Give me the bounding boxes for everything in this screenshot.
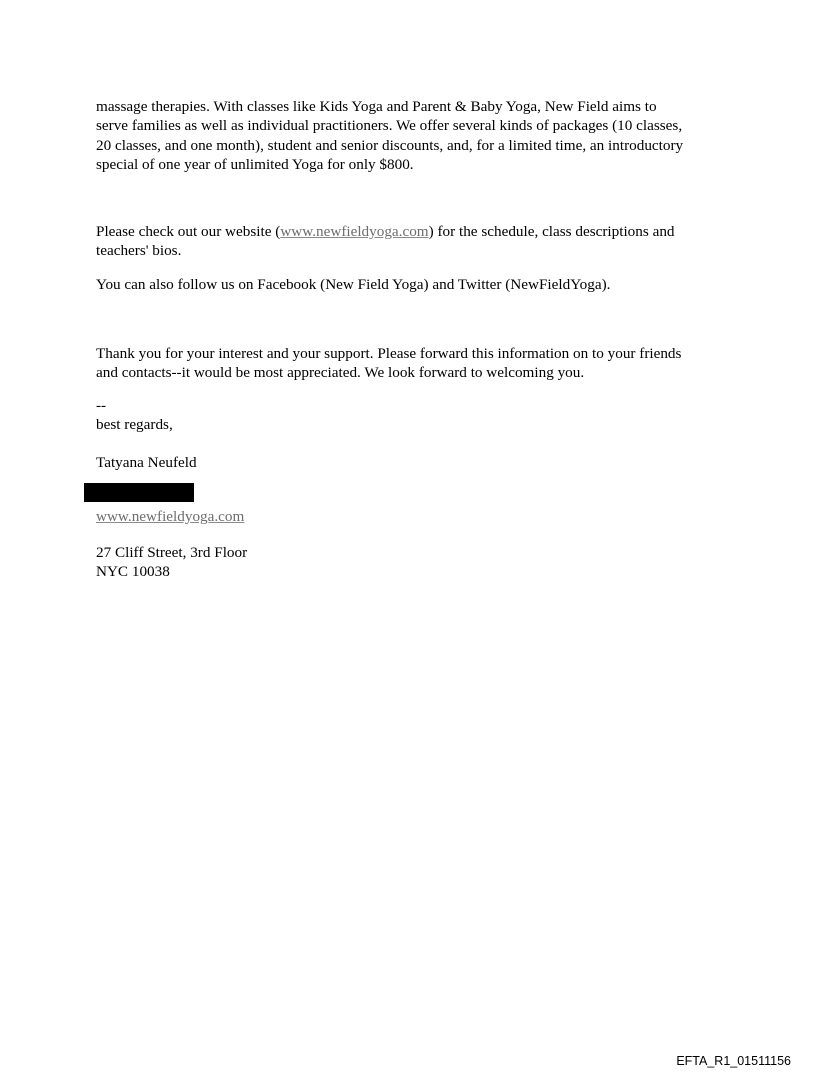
website-text-before: Please check out our website ( [96, 223, 281, 240]
signature-website-link[interactable]: www.newfieldyoga.com [96, 508, 245, 525]
closing-text: best regards, [96, 416, 173, 434]
intro-line: serve families as well as individual practitioners. We offer several kinds of packages (10 classes, [96, 117, 683, 135]
document-id: EFTA_R1_01511156 [676, 1054, 791, 1068]
thanks-line: and contacts--it would be most appreciated. We look forward to welcoming you. [96, 364, 585, 382]
thanks-paragraph [96, 344, 716, 383]
website-text-after: ) for the schedule, class descriptions and [428, 223, 675, 240]
intro-line: massage therapies. With classes like Kids Yoga and Parent & Baby Yoga, New Field aims to [96, 98, 657, 115]
sender-name: Tatyana Neufeld [96, 454, 197, 471]
redaction-bar [84, 483, 194, 502]
signature-address [96, 543, 716, 582]
intro-paragraph [96, 97, 716, 174]
website-line [96, 222, 716, 241]
website-line-2: teachers' bios. [96, 242, 182, 260]
website-link[interactable]: www.newfieldyoga.com [280, 223, 429, 240]
signature-name [96, 453, 716, 472]
thanks-line: Thank you for your interest and your support. Please forward this information on to your friends [96, 345, 682, 362]
signature-dashes: -- [96, 397, 107, 414]
intro-line: 20 classes, and one month), student and senior discounts, and, for a limited time, an introductory [96, 136, 684, 154]
intro-line: special of one year of unlimited Yoga for only $800. [96, 155, 414, 173]
signature-website [96, 507, 716, 526]
social-text: You can also follow us on Facebook (New Field Yoga) and Twitter (NewFieldYoga). [96, 276, 611, 293]
website-paragraph [96, 222, 716, 261]
address-line-2: NYC 10038 [96, 563, 170, 581]
social-paragraph [96, 275, 716, 294]
address-line-1: 27 Cliff Street, 3rd Floor [96, 544, 248, 561]
signature-closing [96, 396, 716, 435]
